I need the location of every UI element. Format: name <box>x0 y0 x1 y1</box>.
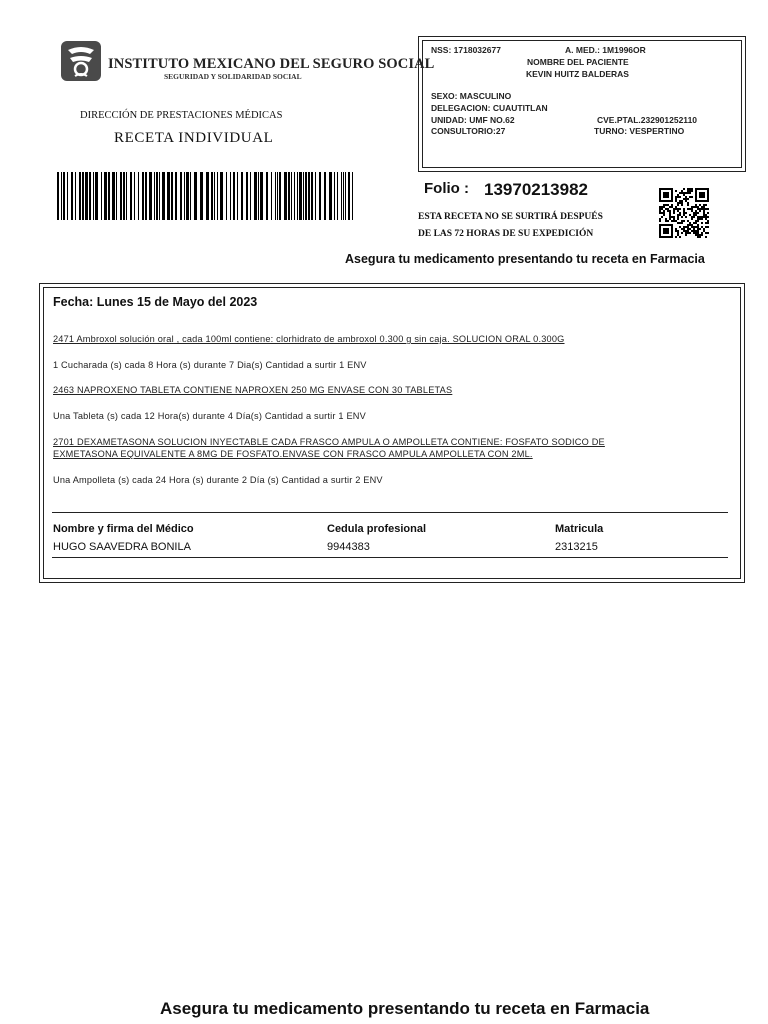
prescription-date: Fecha: Lunes 15 de Mayo del 2023 <box>53 295 258 309</box>
imss-logo-icon <box>60 40 102 82</box>
medication-2-description: 2463 NAPROXENO TABLETA CONTIENE NAPROXEN 250 MG ENVASE CON 30 TABLETAS <box>53 385 453 395</box>
direccion-prestaciones: DIRECCIÓN DE PRESTACIONES MÉDICAS <box>80 110 283 121</box>
barcode-icon <box>57 172 353 220</box>
patient-delegacion: DELEGACION: CUAUTITLAN <box>431 103 548 113</box>
medication-1-description: 2471 Ambroxol solución oral , cada 100ml contiene: clorhidrato de ambroxol 0.300 g sin caja. SOLUCION ORAL 0.300G <box>53 334 565 344</box>
signature-bottom-divider <box>52 557 728 558</box>
medication-1-dosage: 1 Cucharada (s) cada 8 Hora (s) durante 7 Dia(s) Cantidad a surtir 1 ENV <box>53 360 367 370</box>
medication-2-dosage: Una Tableta (s) cada 12 Hora(s) durante 4 Día(s) Cantidad a surtir 1 ENV <box>53 411 366 421</box>
patient-sexo: SEXO: MASCULINO <box>431 91 512 101</box>
cedula-label: Cedula profesional <box>327 523 427 535</box>
patient-name-label: NOMBRE DEL PACIENTE <box>527 57 629 67</box>
medico-label: Nombre y firma del Médico <box>53 523 194 535</box>
warning-line-2: DE LAS 72 HORAS DE SU EXPEDICIÓN <box>418 229 594 239</box>
asegura-notice-bottom: Asegura tu medicamento presentando tu receta en Farmacia <box>160 999 650 1018</box>
patient-turno: TURNO: VESPERTINO <box>594 126 685 136</box>
institution-subtitle: SEGURIDAD Y SOLIDARIDAD SOCIAL <box>164 72 302 81</box>
patient-nss: NSS: 1718032677 <box>431 45 501 55</box>
asegura-notice-top: Asegura tu medicamento presentando tu receta en Farmacia <box>345 252 705 266</box>
matricula-value: 2313215 <box>555 541 598 553</box>
qr-code-icon <box>658 188 710 238</box>
medication-3-description-line1: 2701 DEXAMETASONA SOLUCION INYECTABLE CADA FRASCO AMPULA O AMPOLLETA CONTIENE: FOSFATO SODICO DE <box>53 437 605 447</box>
warning-line-1: ESTA RECETA NO SE SURTIRÁ DESPUÉS <box>418 212 603 222</box>
prescription-box <box>39 283 745 583</box>
medication-3-description-line2: EXMETASONA EQUIVALENTE A 8MG DE FOSFATO.ENVASE CON FRASCO AMPULA AMPOLLETA CON 2ML. <box>53 449 533 459</box>
patient-name: KEVIN HUITZ BALDERAS <box>526 69 629 79</box>
folio-label: Folio : <box>424 180 469 197</box>
cedula-value: 9944383 <box>327 541 370 553</box>
matricula-label: Matricula <box>555 523 604 535</box>
signature-top-divider <box>52 512 728 513</box>
patient-unidad: UNIDAD: UMF NO.62 <box>431 115 515 125</box>
medication-3-dosage: Una Ampolleta (s) cada 24 Hora (s) durante 2 Día (s) Cantidad a surtir 2 ENV <box>53 475 383 485</box>
patient-consultorio: CONSULTORIO:27 <box>431 126 506 136</box>
receta-title: RECETA INDIVIDUAL <box>114 130 274 146</box>
patient-cve-ptal: CVE.PTAL.232901252110 <box>597 115 698 125</box>
institution-name: INSTITUTO MEXICANO DEL SEGURO SOCIAL <box>108 56 435 72</box>
medico-value: HUGO SAAVEDRA BONILA <box>53 541 191 553</box>
patient-a-med: A. MED.: 1M1996OR <box>565 45 646 55</box>
patient-info-box <box>418 36 746 172</box>
folio-value: 13970213982 <box>484 180 589 199</box>
